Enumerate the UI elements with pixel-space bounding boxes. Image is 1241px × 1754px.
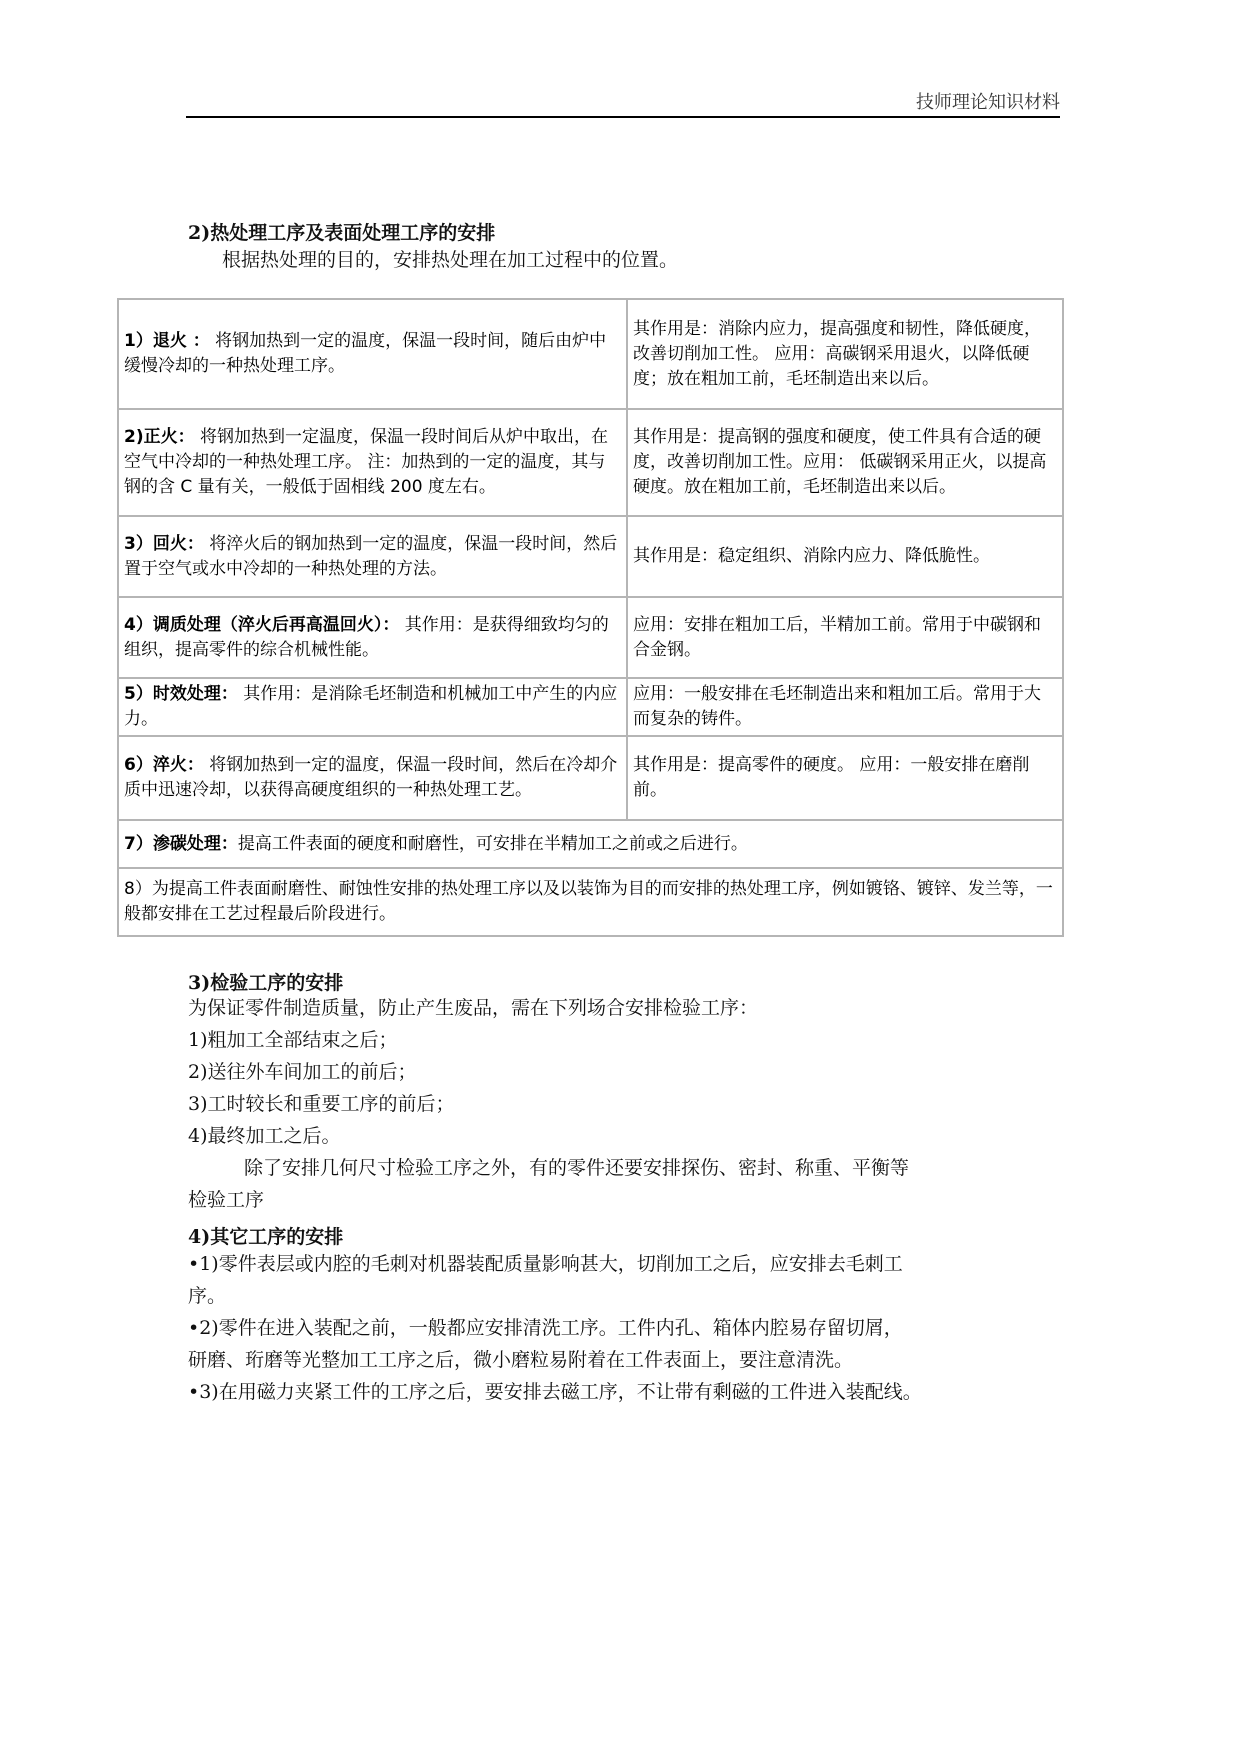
table-cell-left: [118, 409, 627, 516]
cell-text: 将钢加热到一定温度，保温一段时间后从炉中取出，在空气中冷却的一种热处理工序。 注：加热到的一定的温度，其与钢的含 C 量有关，一般低于固相线 200 度左右。: [124, 427, 609, 497]
cell-text: 提高工件表面的硬度和耐磨性，可安排在半精加工之前或之后进行。: [237, 833, 748, 854]
section-4-heading: 4)其它工序的安排: [188, 1226, 344, 1248]
header-title: 技师理论知识材料: [916, 92, 1060, 113]
table-row: [118, 868, 1063, 936]
table-row: [118, 299, 1063, 409]
paragraph-line: •3)在用磁力夹紧工件的工序之后，要安排去磁工序，不让带有剩磁的工件进入装配线。: [188, 1381, 922, 1403]
list-item: 1)粗加工全部结束之后；: [188, 1029, 398, 1051]
cell-title: 6）淬火：: [124, 755, 204, 775]
table-row: [118, 736, 1063, 820]
cell-text: 将钢加热到一定的温度，保温一段时间，然后在冷却介质中迅速冷却，以获得高硬度组织的一种热处理工艺。: [124, 755, 618, 800]
table-cell-left: [118, 299, 627, 409]
page-header: [186, 84, 1060, 118]
section-3-note: 除了安排几何尺寸检验工序之外，有的零件还要安排探伤、密封、称重、平衡等: [244, 1157, 910, 1179]
section-3-intro: 为保证零件制造质量，防止产生废品，需在下列场合安排检验工序：: [188, 997, 759, 1019]
table-cell-right: 其作用是：消除内应力，提高强度和韧性，降低硬度，改善切削加工性。 应用：高碳钢采用退火，以降低硬度；放在粗加工前，毛坯制造出来以后。: [627, 299, 1063, 409]
table-row: [118, 409, 1063, 516]
table-cell-left: [118, 736, 627, 820]
table-cell-right: 其作用是：稳定组织、消除内应力、降低脆性。: [627, 516, 1063, 597]
table-row: [118, 597, 1063, 678]
cell-title: 2)正火：: [124, 427, 195, 447]
table-cell-left: [118, 678, 627, 736]
table-row: [118, 820, 1063, 868]
paragraph-line: •2)零件在进入装配之前，一般都应安排清洗工序。工件内孔、箱体内腔易存留切屑，: [188, 1317, 903, 1339]
paragraph-line: 序。: [188, 1285, 227, 1307]
section-3-note-cont: 检验工序: [188, 1189, 265, 1211]
cell-title: 4）调质处理（淬火后再高温回火）：: [124, 614, 400, 635]
list-item: 2)送往外车间加工的前后；: [188, 1061, 417, 1083]
table-cell-right: 其作用是：提高零件的硬度。 应用：一般安排在磨削前。: [627, 736, 1063, 820]
section-2-heading: 2)热处理工序及表面处理工序的安排: [188, 222, 496, 244]
cell-title: 5）时效处理：: [124, 684, 238, 704]
table-row: [118, 516, 1063, 597]
table-cell-right: 应用：安排在粗加工后，半精加工前。常用于中碳钢和合金钢。: [627, 597, 1063, 678]
cell-title: 7）渗碳处理：: [124, 833, 238, 854]
table-cell-right: 应用：一般安排在毛坯制造出来和粗加工后。常用于大而复杂的铸件。: [627, 678, 1063, 736]
table-cell-right: 其作用是：提高钢的强度和硬度，使工件具有合适的硬度，改善切削加工性。应用： 低碳钢采用正火，以提高硬度。放在粗加工前，毛坯制造出来以后。: [627, 409, 1063, 516]
cell-title: 1）退火 ：: [124, 331, 210, 351]
table-cell-full: 8）为提高工件表面耐磨性、耐蚀性安排的热处理工序以及以装饰为目的而安排的热处理工序，例如镀铬、镀锌、发兰等，一般都安排在工艺过程最后阶段进行。: [118, 868, 1063, 936]
section-3-heading: 3)检验工序的安排: [188, 972, 344, 994]
cell-text: 将钢加热到一定的温度，保温一段时间，随后由炉中缓慢冷却的一种热处理工序。: [124, 331, 607, 376]
cell-title: 3）回火：: [124, 533, 204, 554]
cell-text: 其作用：是获得细致均匀的组织，提高零件的综合机械性能。: [124, 614, 609, 660]
list-item: 4)最终加工之后。: [188, 1125, 341, 1147]
paragraph-line: •1)零件表层或内腔的毛刺对机器装配质量影响甚大，切削加工之后，应安排去毛刺工: [188, 1253, 903, 1275]
cell-text: 其作用：是消除毛坯制造和机械加工中产生的内应力。: [124, 684, 618, 729]
table-cell-full: [118, 820, 1063, 868]
table-cell-left: [118, 516, 627, 597]
heat-treatment-table: [117, 298, 1064, 937]
paragraph-line: 研磨、珩磨等光整加工工序之后，微小磨粒易附着在工件表面上，要注意清洗。: [188, 1349, 854, 1371]
table-cell-left: [118, 597, 627, 678]
table-row: [118, 678, 1063, 736]
list-item: 3)工时较长和重要工序的前后；: [188, 1093, 455, 1115]
section-2-intro: 根据热处理的目的，安排热处理在加工过程中的位置。: [222, 249, 679, 271]
cell-text: 将淬火后的钢加热到一定的温度，保温一段时间，然后置于空气或水中冷却的一种热处理的方法。: [124, 533, 618, 579]
